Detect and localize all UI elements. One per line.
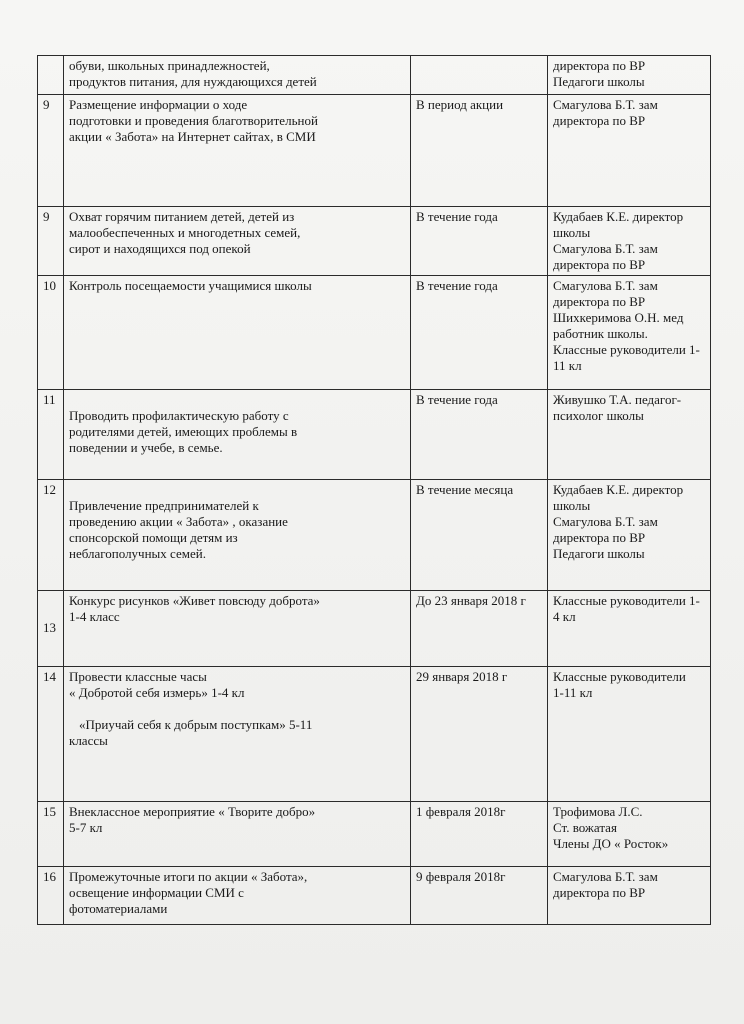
responsible-cell — [548, 56, 711, 95]
activity-line: малообеспеченных и многодетных семей, — [69, 225, 301, 240]
responsible-line: Смагулова Б.Т. зам — [553, 514, 658, 529]
responsible-line: психолог школы — [553, 408, 644, 423]
responsible-cell — [548, 480, 711, 591]
responsible-line: директора по ВР — [553, 294, 646, 309]
activity-line: родителями детей, имеющих проблемы в — [69, 424, 298, 439]
activity-line: Проводить профилактическую работу с — [69, 408, 289, 423]
activity-line: классы — [69, 733, 108, 748]
row-number: 15 — [38, 802, 64, 867]
responsible-line: Смагулова Б.Т. зам — [553, 241, 658, 256]
activity-line: фотоматериалами — [69, 901, 168, 916]
time-cell: В период акции — [411, 95, 548, 207]
time-cell — [411, 56, 548, 95]
responsible-line: директора по ВР — [553, 257, 646, 272]
row-number: 11 — [38, 390, 64, 480]
responsible-line: Кудабаев К.Е. директор — [553, 482, 684, 497]
table-row — [38, 802, 711, 867]
activity-cell — [64, 480, 411, 591]
responsible-cell — [548, 95, 711, 207]
responsible-line: директора по ВР — [553, 58, 646, 73]
time-cell: В течение года — [411, 390, 548, 480]
responsible-cell — [548, 207, 711, 276]
activity-cell — [64, 207, 411, 276]
responsible-line: Классные руководители — [553, 669, 686, 684]
responsible-line: 4 кл — [553, 609, 576, 624]
responsible-line: Кудабаев К.Е. директор — [553, 209, 684, 224]
responsible-line: Члены ДО « Росток» — [553, 836, 669, 851]
action-plan-table — [37, 55, 711, 925]
row-number: 9 — [38, 95, 64, 207]
activity-line: обуви, школьных принадлежностей, — [69, 58, 270, 73]
time-cell: 1 февраля 2018г — [411, 802, 548, 867]
responsible-line: Смагулова Б.Т. зам — [553, 278, 658, 293]
activity-line: Конкурс рисунков «Живет повсюду доброта» — [69, 593, 320, 608]
table-row — [38, 276, 711, 390]
responsible-cell — [548, 591, 711, 667]
activity-line: акции « Забота» на Интернет сайтах, в СМИ — [69, 129, 316, 144]
responsible-line: Классные руководители 1- — [553, 593, 700, 608]
activity-line: « Добротой себя измерь» 1-4 кл — [69, 685, 245, 700]
table-row — [38, 591, 711, 667]
responsible-line: Классные руководители 1- — [553, 342, 700, 357]
activity-line: проведению акции « Забота» , оказание — [69, 514, 288, 529]
time-cell: В течение года — [411, 276, 548, 390]
activity-cell — [64, 276, 411, 390]
responsible-cell — [548, 667, 711, 802]
time-cell: В течение года — [411, 207, 548, 276]
responsible-cell — [548, 276, 711, 390]
responsible-line: Живушко Т.А. педагог- — [553, 392, 682, 407]
table-row — [38, 390, 711, 480]
row-number: 10 — [38, 276, 64, 390]
time-cell: 29 января 2018 г — [411, 667, 548, 802]
time-cell: До 23 января 2018 г — [411, 591, 548, 667]
activity-cell — [64, 95, 411, 207]
row-number — [38, 56, 64, 95]
responsible-line: работник школы. — [553, 326, 648, 341]
table-row — [38, 667, 711, 802]
activity-line: Охват горячим питанием детей, детей из — [69, 209, 295, 224]
activity-line: продуктов питания, для нуждающихся детей — [69, 74, 317, 89]
responsible-line: Педагоги школы — [553, 546, 645, 561]
responsible-line: директора по ВР — [553, 113, 646, 128]
row-number: 12 — [38, 480, 64, 591]
activity-line: сирот и находящихся под опекой — [69, 241, 251, 256]
activity-line: Контроль посещаемости учащимися школы — [69, 278, 312, 293]
responsible-line: Ст. вожатая — [553, 820, 617, 835]
row-number: 9 — [38, 207, 64, 276]
time-cell: 9 февраля 2018г — [411, 867, 548, 925]
activity-cell — [64, 591, 411, 667]
row-number: 16 — [38, 867, 64, 925]
row-number: 14 — [38, 667, 64, 802]
responsible-cell — [548, 867, 711, 925]
responsible-cell — [548, 802, 711, 867]
responsible-line: 11 кл — [553, 358, 582, 373]
activity-cell — [64, 802, 411, 867]
activity-line: Размещение информации о ходе — [69, 97, 248, 112]
activity-line: Промежуточные итоги по акции « Забота», — [69, 869, 308, 884]
activity-line: 1-4 класс — [69, 609, 120, 624]
row-number: 13 — [38, 591, 64, 667]
activity-line: неблагополучных семей. — [69, 546, 206, 561]
activity-line: освещение информации СМИ с — [69, 885, 244, 900]
responsible-line: школы — [553, 498, 591, 513]
table-row — [38, 56, 711, 95]
activity-line: «Приучай себя к добрым поступкам» 5-11 — [79, 717, 313, 732]
responsible-line: школы — [553, 225, 591, 240]
table-row — [38, 867, 711, 925]
responsible-line: Педагоги школы — [553, 74, 645, 89]
activity-cell — [64, 867, 411, 925]
activity-line: поведении и учебе, в семье. — [69, 440, 223, 455]
activity-line: Внеклассное мероприятие « Творите добро» — [69, 804, 316, 819]
responsible-line: Смагулова Б.Т. зам — [553, 869, 658, 884]
responsible-line: директора по ВР — [553, 530, 646, 545]
activity-line: Привлечение предпринимателей к — [69, 498, 259, 513]
activity-line: 5-7 кл — [69, 820, 103, 835]
activity-spacer — [69, 701, 406, 717]
time-cell: В течение месяца — [411, 480, 548, 591]
activity-line: Провести классные часы — [69, 669, 207, 684]
responsible-cell — [548, 390, 711, 480]
responsible-line: Трофимова Л.С. — [553, 804, 643, 819]
activity-line: подготовки и проведения благотворительной — [69, 113, 318, 128]
activity-line: спонсорской помощи детям из — [69, 530, 238, 545]
activity-cell — [64, 56, 411, 95]
activity-cell — [64, 390, 411, 480]
responsible-line: Шихкеримова О.Н. мед — [553, 310, 684, 325]
responsible-line: Смагулова Б.Т. зам — [553, 97, 658, 112]
activity-cell — [64, 667, 411, 802]
responsible-line: 1-11 кл — [553, 685, 593, 700]
responsible-line: директора по ВР — [553, 885, 646, 900]
table-row — [38, 480, 711, 591]
table-row — [38, 207, 711, 276]
table-row — [38, 95, 711, 207]
